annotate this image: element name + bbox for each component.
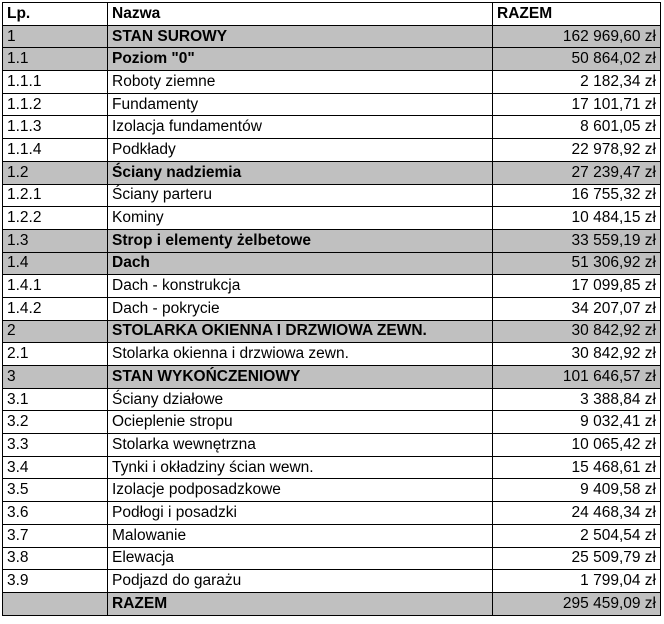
value-cell: 34 207,07 zł [493,297,661,320]
value-cell: 51 306,92 zł [493,252,661,275]
value-cell: 30 842,92 zł [493,343,661,366]
lp-cell: 2 [3,320,108,343]
table-row [3,502,661,525]
lp-cell: 1.1.2 [3,93,108,116]
value-cell: 33 559,19 zł [493,229,661,252]
name-cell: Elewacja [108,547,493,570]
value-cell: 22 978,92 zł [493,139,661,162]
value-cell: 24 468,34 zł [493,502,661,525]
table-row [3,388,661,411]
total-label: RAZEM [108,592,493,615]
name-cell: Izolacja fundamentów [108,116,493,139]
value-cell: 9 409,58 zł [493,479,661,502]
lp-cell: 3.4 [3,456,108,479]
table-row [3,524,661,547]
name-cell: Dach - konstrukcja [108,275,493,298]
value-cell: 9 032,41 zł [493,411,661,434]
value-cell: 16 755,32 zł [493,184,661,207]
name-cell: Ściany nadziemia [108,161,493,184]
value-cell: 27 239,47 zł [493,161,661,184]
table-row [3,479,661,502]
table-row [3,547,661,570]
lp-cell: 1.4.1 [3,275,108,298]
group-row [3,25,661,48]
name-cell: Roboty ziemne [108,71,493,94]
name-cell: Ściany parteru [108,184,493,207]
lp-cell: 1.1.3 [3,116,108,139]
name-cell: Tynki i okładziny ścian wewn. [108,456,493,479]
lp-cell: 1.2 [3,161,108,184]
table-row [3,434,661,457]
lp-cell: 3.3 [3,434,108,457]
header-name: Nazwa [108,3,493,26]
value-cell: 10 065,42 zł [493,434,661,457]
value-cell: 3 388,84 zł [493,388,661,411]
header-total: RAZEM [493,3,661,26]
lp-cell: 2.1 [3,343,108,366]
value-cell: 25 509,79 zł [493,547,661,570]
lp-cell: 3.6 [3,502,108,525]
header-lp: Lp. [3,3,108,26]
lp-cell: 1.4 [3,252,108,275]
value-cell: 10 484,15 zł [493,207,661,230]
table-row [3,71,661,94]
lp-cell: 3.9 [3,570,108,593]
name-cell: STOLARKA OKIENNA I DRZWIOWA ZEWN. [108,320,493,343]
group-row [3,252,661,275]
lp-cell: 1.3 [3,229,108,252]
name-cell: Stolarka wewnętrzna [108,434,493,457]
lp-cell: 1.2.2 [3,207,108,230]
lp-cell: 1.2.1 [3,184,108,207]
name-cell: Podłogi i posadzki [108,502,493,525]
table-row [3,343,661,366]
table-row [3,139,661,162]
group-row [3,229,661,252]
lp-cell: 1 [3,25,108,48]
value-cell: 17 099,85 zł [493,275,661,298]
group-row [3,48,661,71]
table-row [3,275,661,298]
group-row [3,320,661,343]
header-row [3,3,661,26]
lp-cell: 1.1.1 [3,71,108,94]
name-cell: Poziom "0" [108,48,493,71]
value-cell: 1 799,04 zł [493,570,661,593]
name-cell: Dach - pokrycie [108,297,493,320]
table-row [3,570,661,593]
lp-cell: 1.4.2 [3,297,108,320]
value-cell: 30 842,92 zł [493,320,661,343]
lp-cell: 3 [3,366,108,389]
name-cell: Ściany działowe [108,388,493,411]
value-cell: 2 182,34 zł [493,71,661,94]
group-row [3,161,661,184]
cost-table-body [3,3,661,616]
value-cell: 101 646,57 zł [493,366,661,389]
lp-cell: 1.1.4 [3,139,108,162]
value-cell: 15 468,61 zł [493,456,661,479]
table-row [3,207,661,230]
value-cell: 17 101,71 zł [493,93,661,116]
lp-cell: 3.8 [3,547,108,570]
lp-cell: 3.2 [3,411,108,434]
name-cell: STAN SUROWY [108,25,493,48]
table-row [3,456,661,479]
value-cell: 8 601,05 zł [493,116,661,139]
total-lp-cell [3,592,108,615]
table-row [3,184,661,207]
name-cell: Izolacje podposadzkowe [108,479,493,502]
name-cell: Fundamenty [108,93,493,116]
value-cell: 50 864,02 zł [493,48,661,71]
table-row [3,297,661,320]
lp-cell: 3.7 [3,524,108,547]
lp-cell: 3.5 [3,479,108,502]
total-value: 295 459,09 zł [493,592,661,615]
total-row [3,592,661,615]
name-cell: Podkłady [108,139,493,162]
name-cell: Malowanie [108,524,493,547]
group-row [3,366,661,389]
name-cell: Dach [108,252,493,275]
table-row [3,411,661,434]
lp-cell: 1.1 [3,48,108,71]
name-cell: Ocieplenie stropu [108,411,493,434]
table-row [3,93,661,116]
lp-cell: 3.1 [3,388,108,411]
value-cell: 162 969,60 zł [493,25,661,48]
name-cell: STAN WYKOŃCZENIOWY [108,366,493,389]
table-row [3,116,661,139]
value-cell: 2 504,54 zł [493,524,661,547]
name-cell: Strop i elementy żelbetowe [108,229,493,252]
cost-table [2,2,661,616]
name-cell: Kominy [108,207,493,230]
name-cell: Stolarka okienna i drzwiowa zewn. [108,343,493,366]
name-cell: Podjazd do garażu [108,570,493,593]
